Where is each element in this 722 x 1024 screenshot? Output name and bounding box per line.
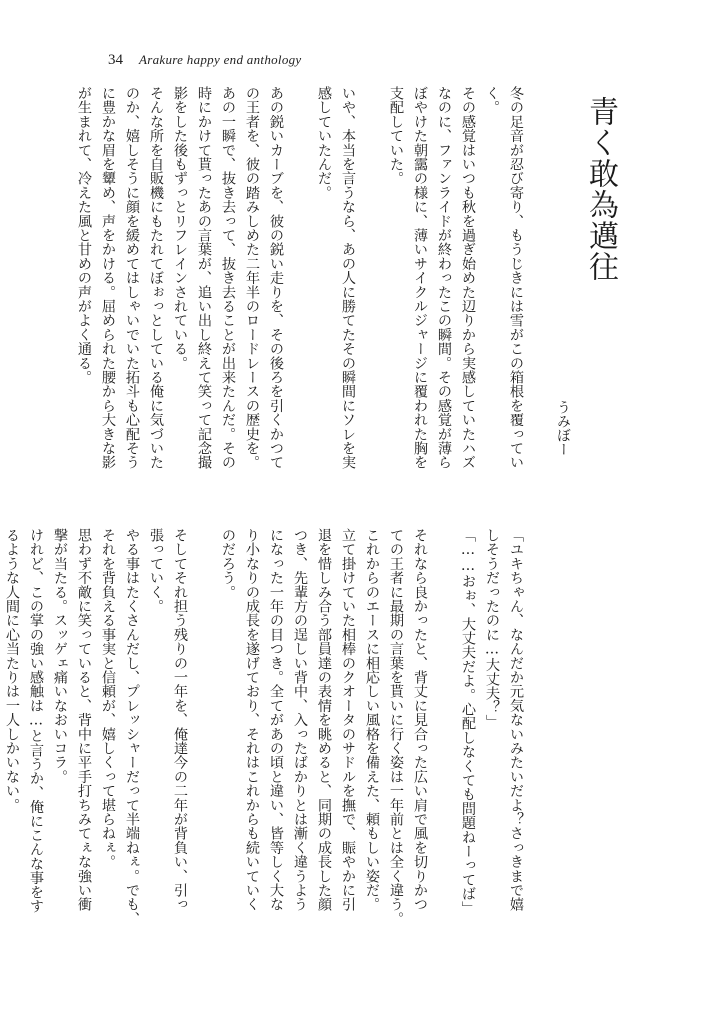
text-line	[360, 86, 384, 496]
text-line: つき、先輩方の逞しい背中、入ったばかりとは漸く違うよう	[292, 528, 308, 912]
text-line: のだろう。	[220, 528, 236, 599]
text-line: の王者を、彼の踏みしめた二年半のロードレースの歴史を。	[244, 86, 260, 470]
text-line: ての王者に最期の言葉を貰いに行く姿は一年前とは全く違う。	[388, 528, 404, 926]
text-line	[192, 528, 216, 928]
text-line: 感していたんだ。	[316, 86, 332, 200]
text-line: いや、本当を言うなら、あの人に勝てたその瞬間にソレを実	[340, 86, 356, 470]
story-author: うみぼー	[555, 400, 571, 456]
text-line: その感覚はいつも秋を過ぎ始めた辺りから実感していたハズ	[460, 86, 476, 470]
text-line: るような人間に心当たりは一人しかいない。	[4, 528, 20, 812]
text-line: ぼやけた朝靄の様に、薄いサイクルジャージに覆われた胸を	[412, 86, 428, 470]
text-line: けれど、この掌の強い感触は…と言うか、俺にこんな事をす	[28, 528, 44, 914]
page-number: 34	[108, 52, 123, 68]
story-title: 青く敢為邁往	[583, 96, 618, 282]
text-line: やる事はたくさんだし、プレッシャーだって半端ねぇ。でも、	[124, 528, 140, 926]
text-line: そしてそれ担う残りの一年を、俺達今の二年が背負い、引っ	[172, 528, 188, 912]
text-line: あの一瞬で、抜き去って、抜き去ることが出来たんだ。その	[220, 86, 236, 470]
text-line: しそうだったのに…大丈夫？」	[484, 528, 500, 729]
text-line: 時にかけて貰ったあの言葉が、追い出し終えて笑って記念撮	[196, 86, 212, 470]
text-line: 撃が当たる。スッゲェ痛いなおいコラ。	[52, 528, 68, 784]
text-line	[432, 528, 456, 928]
text-block-top	[72, 86, 528, 496]
text-line: なのに、ファンライドが終わったこの瞬間。その感覚が薄ら	[436, 86, 452, 470]
text-line	[288, 86, 312, 496]
text-line: に豊かな眉を顰め、声をかける。屈められた腰から大きな影	[100, 86, 116, 470]
text-line: 「ユキちゃん、なんだか元気ないみたいだよ？さっきまで嬉	[508, 528, 524, 912]
page-header	[108, 52, 302, 69]
text-line: 退を惜しみ合う部員達の表情を眺めると、同期の成長した顔	[316, 528, 332, 912]
text-line: これからのエースに相応しい風格を備えた、頼もしい姿だ。	[364, 528, 380, 912]
text-line: あの鋭いカーブを、彼の鋭い走りを、その後ろを引くかつて	[268, 86, 284, 470]
text-line: 思わず不敵に笑っていると、背中に平手打ちみてぇな強い衝	[76, 528, 92, 912]
text-block-bottom	[0, 528, 528, 928]
text-line: のか、嬉しそうに顔を緩めてはしゃいでいた拓斗も心配そう	[124, 86, 140, 470]
text-line: 影をした後もずっとリフレインされている。	[172, 86, 188, 370]
text-line: 支配していた。	[388, 86, 404, 186]
anthology-name: Arakure happy end anthology	[139, 52, 302, 67]
text-line: 「……おぉ、大丈夫だよ。心配しなくても問題ねーってば」	[460, 528, 476, 915]
text-line: が生まれて、冷えた風と甘めの声がよく通る。	[76, 86, 92, 385]
text-line: 冬の足音が忍び寄り、もうじきには雪がこの箱根を覆ってい	[508, 86, 524, 470]
text-line: それなら良かったと、背丈に見合った広い肩で風を切りかつ	[412, 528, 428, 912]
text-line: り小なりの成長を遂げており、それはこれからも続いていく	[244, 528, 260, 912]
text-line: そんな所を自販機にもたれてぼぉっとしている俺に気づいた	[148, 86, 164, 470]
text-line: く。	[484, 86, 500, 115]
text-line: それを背負える事実と信頼が、嬉しくって堪らねぇ。	[100, 528, 116, 869]
text-line: になった一年の目つき。全てがあの頃と違い、皆等しく大な	[268, 528, 284, 912]
text-line: 立て掛けていた相棒のクオータのサドルを撫で、賑やかに引	[340, 528, 356, 912]
text-line: 張っていく。	[148, 528, 164, 614]
